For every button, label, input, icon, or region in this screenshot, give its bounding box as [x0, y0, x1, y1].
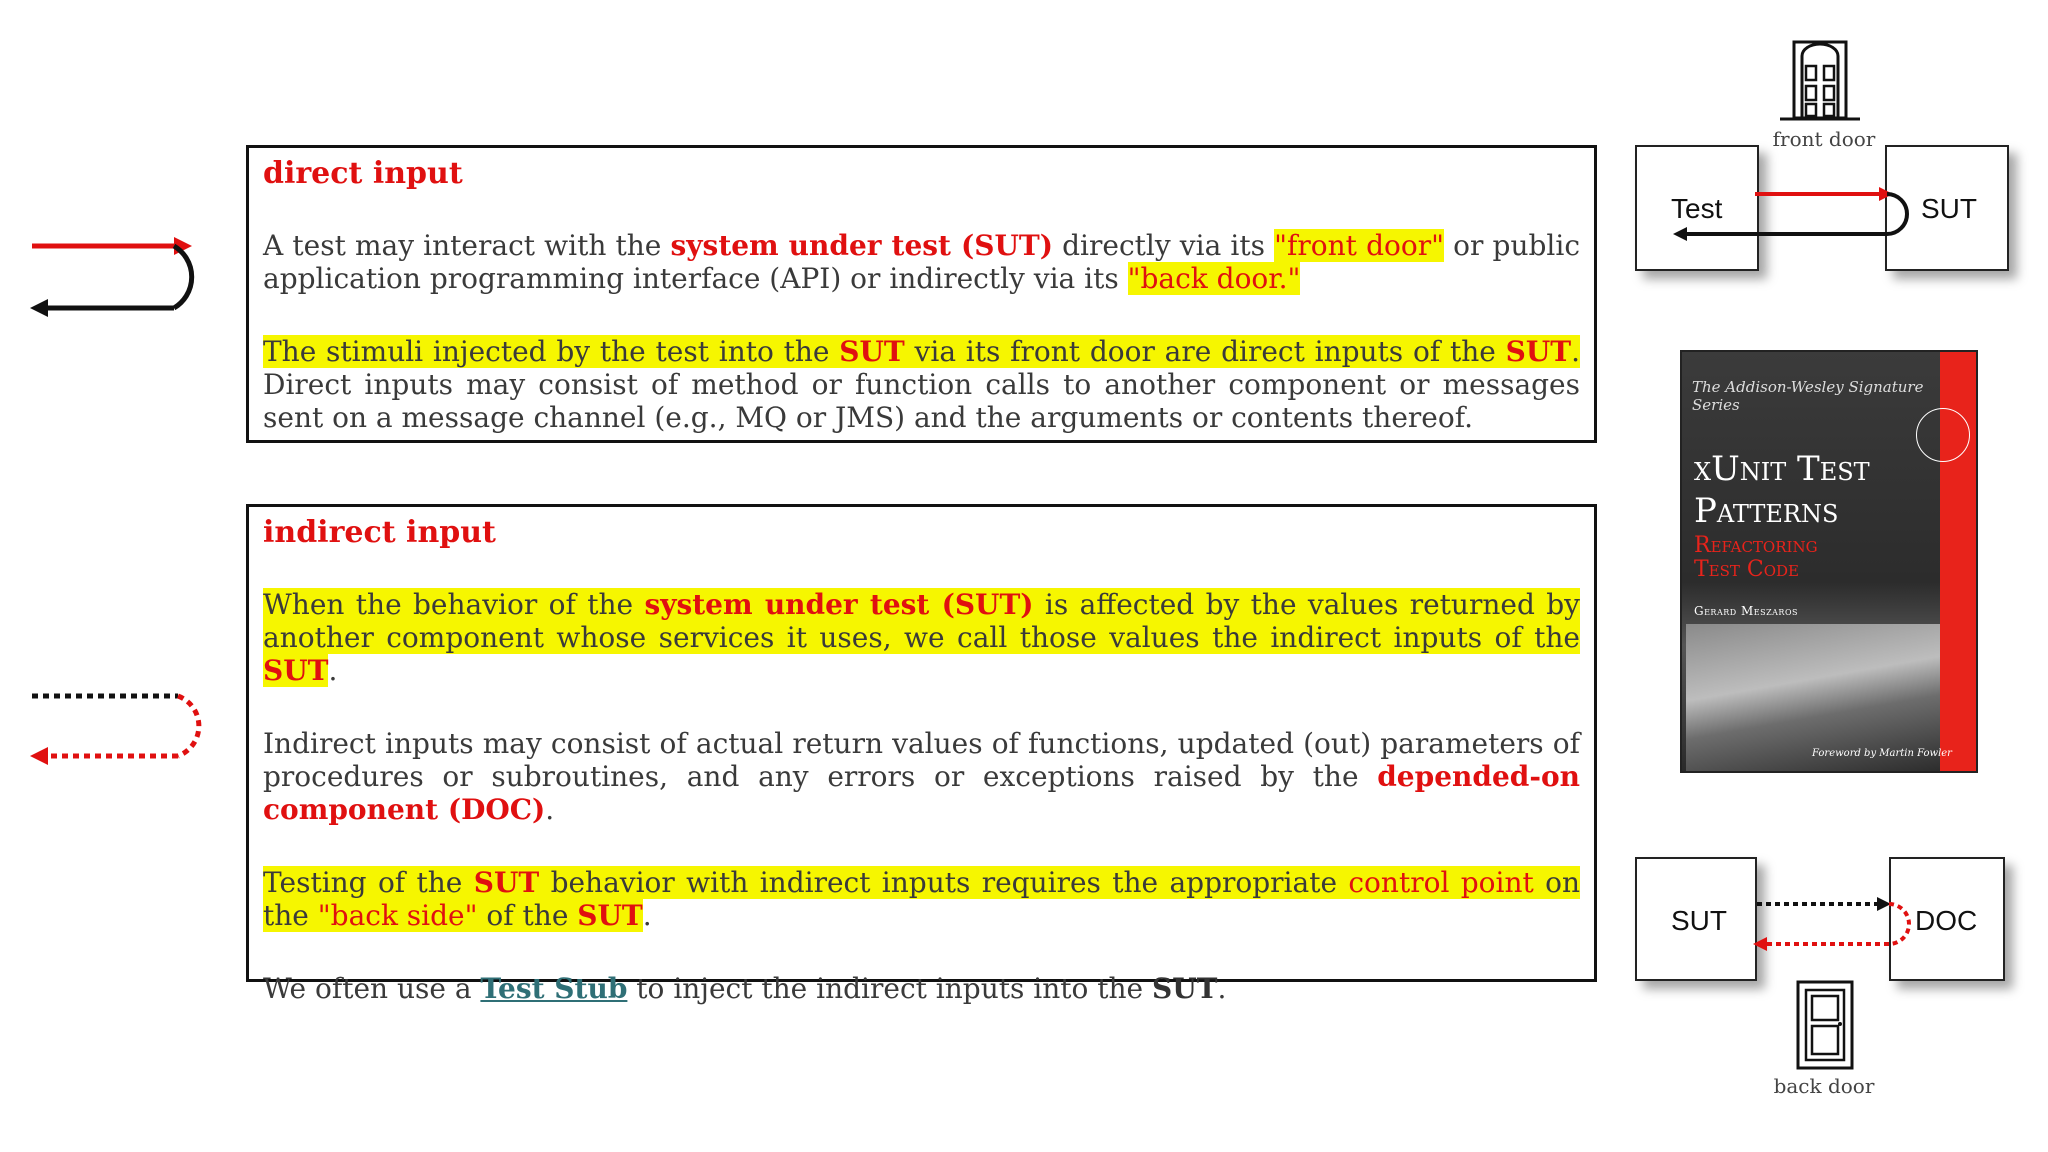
- sut-term: SUT: [473, 866, 540, 899]
- text: .: [1217, 972, 1227, 1005]
- book-series: The Addison-Wesley Signature Series: [1692, 378, 1924, 414]
- text: Direct inputs may consist of method or function calls to another component or messages sent on a message channel (e.g., MQ or JMS) and the arguments or contents thereof.: [263, 368, 1580, 434]
- text: of the: [477, 899, 578, 932]
- text: When the behavior of the: [263, 588, 645, 621]
- text: directly via its: [1052, 229, 1275, 262]
- sut-term: system under test (SUT): [670, 229, 1053, 262]
- direct-input-arrow-icon: [28, 232, 208, 322]
- front-door-caption: front door: [1772, 127, 1876, 151]
- highlighted-definition: [263, 335, 1580, 368]
- book-subtitle-line2: Test Code: [1694, 557, 1800, 582]
- direct-input-box: [246, 145, 1597, 443]
- text: We often use a: [263, 972, 481, 1005]
- control-point-term: control point: [1348, 866, 1534, 899]
- direct-input-heading: direct input: [263, 156, 463, 191]
- back-door-caption: back door: [1773, 1074, 1875, 1098]
- indirect-input-paragraph-4: [263, 972, 1580, 1005]
- highlighted-definition: [263, 866, 1580, 932]
- text: .: [642, 899, 652, 932]
- sut-term: SUT: [1505, 335, 1572, 368]
- book-title-line2: Patterns: [1694, 491, 1839, 531]
- sut-term: SUT: [839, 335, 905, 368]
- indirect-input-arrow-icon: [28, 688, 208, 778]
- sut-box-top-label: SUT: [1921, 193, 1977, 224]
- highlighted-definition: [263, 588, 1580, 687]
- text: The stimuli injected by the test into the: [263, 335, 840, 368]
- sut-term: system under test (SUT): [644, 588, 1034, 621]
- front-door-icon: [1780, 38, 1866, 124]
- book-title: [1694, 448, 1870, 532]
- doc-box-label: DOC: [1915, 905, 1978, 936]
- indirect-input-box: [246, 504, 1597, 1005]
- book-subtitle: [1694, 534, 1818, 582]
- back-side-term: "back side": [317, 899, 478, 932]
- sut-box-bottom: [1635, 857, 1757, 981]
- book-foreword: Foreword by Martin Fowler: [1812, 748, 1952, 759]
- doc-term: depended-on component (DOC): [263, 760, 1580, 826]
- direct-input-paragraph-2: [263, 335, 1580, 434]
- xunit-book-cover-image: [1680, 350, 1978, 773]
- text: .: [545, 793, 555, 826]
- back-door-term: "back door.": [1127, 262, 1301, 295]
- text: to inject the indirect inputs into the: [627, 972, 1153, 1005]
- text: via its front door are direct inputs of the: [904, 335, 1506, 368]
- book-title-line1: xUnit Test: [1694, 449, 1870, 489]
- sut-box-bottom-label: SUT: [1671, 905, 1727, 936]
- indirect-input-paragraph-1: [263, 588, 1580, 687]
- martin-fowler-seal-icon: [1916, 408, 1970, 462]
- front-door-term: "front door": [1274, 229, 1444, 262]
- test-box: [1635, 145, 1759, 271]
- text: on the: [263, 866, 1581, 932]
- text: Indirect inputs may consist of actual return values of functions, updated (out) parameters of procedures or subroutines, and any errors or exceptions raised by the: [263, 727, 1580, 793]
- text: behavior with indirect inputs requires the appropriate: [539, 866, 1349, 899]
- test-stub-link[interactable]: Test Stub: [480, 972, 628, 1005]
- text: Testing of the: [263, 866, 474, 899]
- text: .: [1571, 335, 1580, 368]
- book-subtitle-line1: Refactoring: [1694, 533, 1818, 558]
- sut-term: SUT: [263, 654, 329, 687]
- test-box-label: Test: [1671, 193, 1723, 224]
- sut-term: SUT: [577, 899, 643, 932]
- indirect-input-heading: indirect input: [263, 515, 496, 550]
- indirect-input-paragraph-2: [263, 727, 1580, 826]
- indirect-call-arrow-icon: [1757, 894, 1907, 964]
- direct-input-paragraph-1: [263, 229, 1580, 295]
- text: A test may interact with the: [263, 229, 671, 262]
- text: or public application programming interface (API) or indirectly via its: [263, 229, 1580, 295]
- text: .: [328, 654, 338, 687]
- back-door-icon: [1794, 980, 1858, 1072]
- book-author: Gerard Meszaros: [1694, 604, 1798, 618]
- text: is affected by the values returned by another component whose services it uses, we call those values the indirect inputs of the: [263, 588, 1580, 654]
- indirect-input-paragraph-3: [263, 866, 1580, 932]
- direct-call-arrow-icon: [1755, 180, 1915, 250]
- sut-term: SUT: [1152, 972, 1218, 1005]
